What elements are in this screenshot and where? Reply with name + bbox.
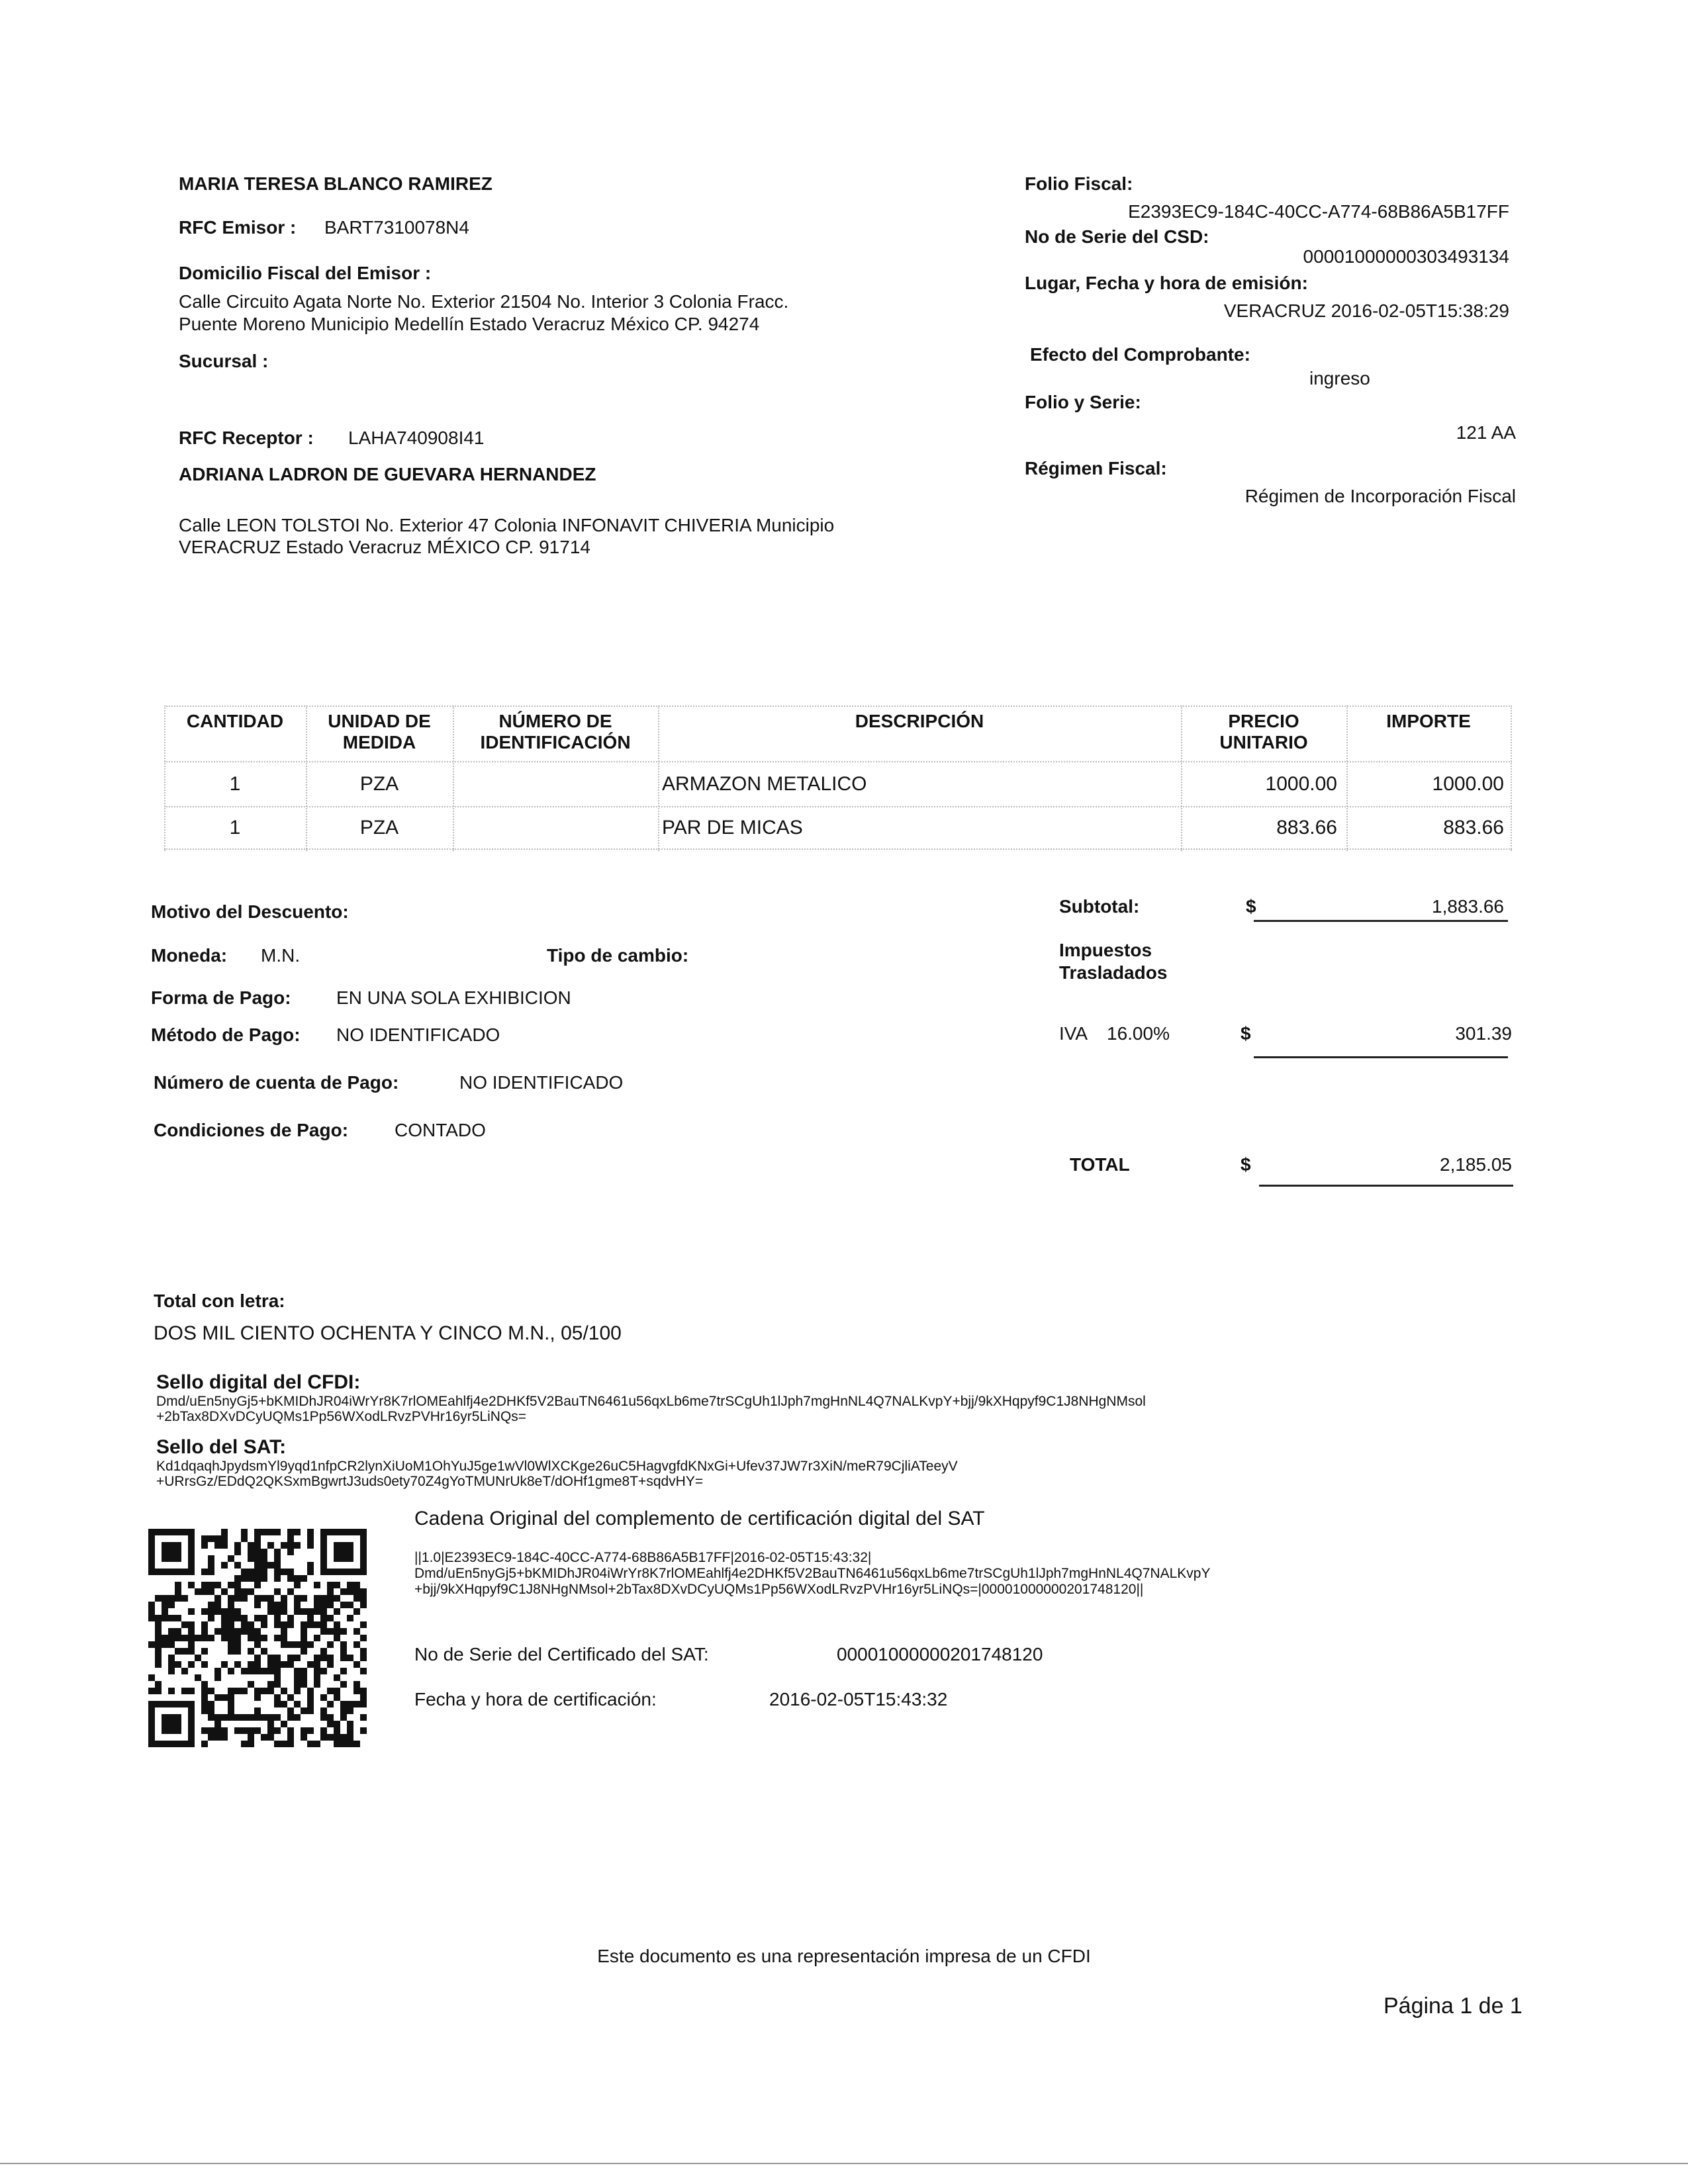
folio-fiscal-value: E2393EC9-184C-40CC-A774-68B86A5B17FF — [1128, 201, 1509, 222]
qr-code-icon — [148, 1529, 367, 1747]
tipo-cambio-label: Tipo de cambio: — [547, 945, 689, 966]
subtotal-rule — [1254, 920, 1508, 922]
metodo-pago-value: NO IDENTIFICADO — [336, 1024, 500, 1045]
total-label: TOTAL — [1070, 1154, 1130, 1175]
header-precio: PRECIO UNITARIO — [1219, 711, 1308, 752]
scan-edge-line — [0, 2163, 1688, 2164]
sucursal-label: Sucursal : — [179, 351, 269, 371]
forma-pago-label: Forma de Pago: — [151, 987, 291, 1008]
iva-label: IVA — [1059, 1023, 1088, 1044]
emisor-nombre: MARIA TERESA BLANCO RAMIREZ — [179, 173, 492, 194]
metodo-pago-label: Método de Pago: — [151, 1024, 301, 1045]
serie-csd-label: No de Serie del CSD: — [1025, 226, 1209, 247]
sello-sat-label: Sello del SAT: — [156, 1436, 287, 1458]
domicilio-receptor-line1: Calle LEON TOLSTOI No. Exterior 47 Colonia INFONAVIT CHIVERIA Municipio — [179, 515, 835, 535]
sello-cfdi-line1: Dmd/uEn5nyGj5+bKMIDhJR04iWrYr8K7rlOMEahlfj4e2DHKf5V2BauTN6461u56qxLb6me7trSCgUh1lJph7mgHnNL4Q7NALKvpY+bjj/9kXHqpyf9C1J8NHgNMsol — [156, 1394, 1146, 1409]
domicilio-receptor-line2: VERACRUZ Estado Veracruz MÉXICO CP. 91714 — [179, 537, 590, 557]
domicilio-emisor-line2: Puente Moreno Municipio Medellín Estado Veracruz México CP. 94274 — [179, 314, 760, 334]
efecto-value: ingreso — [1309, 368, 1370, 388]
cadena-line3: +bjj/9kXHqpyf9C1J8NHgNMsol+2bTax8DXvDCyUQMs1Pp56WXodLRvzPVHr16yr5LiNQs=|00001000000201748120|| — [414, 1582, 1144, 1597]
row1-precio: 1000.00 — [1265, 773, 1337, 795]
sello-sat-line2: +URrsGz/EDdQ2QKSxmBgwrtJ3uds0ety70Z4gYoTMUNrUk8eT/dOHf1gme8T+sqdvHY= — [156, 1474, 704, 1489]
serie-csd-value: 00001000000303493134 — [1303, 246, 1509, 267]
row2-unidad: PZA — [359, 817, 399, 839]
folio-fiscal-label: Folio Fiscal: — [1025, 173, 1133, 194]
subtotal-label: Subtotal: — [1059, 896, 1140, 917]
row1-cantidad: 1 — [229, 773, 241, 795]
header-unidad: UNIDAD DE MEDIDA — [328, 711, 431, 752]
header-descripcion: DESCRIPCIÓN — [855, 711, 984, 731]
row2-precio: 883.66 — [1276, 817, 1337, 839]
sello-cfdi-line2: +2bTax8DXvDCyUQMs1Pp56WXodLRvzPVHr16yr5LiNQs= — [156, 1409, 527, 1424]
efecto-label: Efecto del Comprobante: — [1030, 344, 1250, 365]
domicilio-emisor-label: Domicilio Fiscal del Emisor : — [179, 263, 432, 283]
moneda-label: Moneda: — [151, 945, 228, 966]
row2-descripcion: PAR DE MICAS — [662, 817, 803, 839]
condiciones-pago-label: Condiciones de Pago: — [154, 1120, 349, 1140]
cadena-line1: ||1.0|E2393EC9-184C-40CC-A774-68B86A5B17FF|2016-02-05T15:43:32| — [414, 1550, 872, 1565]
impuestos-label-1: Impuestos — [1059, 940, 1152, 960]
sello-cfdi-label: Sello digital del CFDI: — [156, 1371, 361, 1393]
regimen-label: Régimen Fiscal: — [1025, 458, 1167, 478]
cert-serie-label: No de Serie del Certificado del SAT: — [414, 1644, 709, 1664]
folio-serie-label: Folio y Serie: — [1025, 392, 1141, 412]
subtotal-value: 1,883.66 — [1432, 896, 1504, 917]
total-letra-value: DOS MIL CIENTO OCHENTA Y CINCO M.N., 05/100 — [154, 1322, 622, 1344]
iva-rate: 16.00% — [1107, 1023, 1170, 1044]
cert-fecha-label: Fecha y hora de certificación: — [414, 1689, 657, 1709]
iva-rule — [1254, 1056, 1508, 1058]
total-rule — [1259, 1185, 1513, 1187]
cadena-line2: Dmd/uEn5nyGj5+bKMIDhJR04iWrYr8K7rlOMEahlfj4e2DHKf5V2BauTN6461u56qxLb6me7trSCgUh1lJph7mgHnNL4Q7NALKvpY — [414, 1566, 1211, 1581]
subtotal-currency: $ — [1246, 896, 1256, 917]
row1-importe: 1000.00 — [1432, 773, 1504, 795]
cuenta-pago-label: Número de cuenta de Pago: — [154, 1072, 399, 1093]
header-numero: NÚMERO DE IDENTIFICACIÓN — [480, 711, 631, 752]
total-letra-label: Total con letra: — [154, 1291, 285, 1311]
domicilio-emisor-line1: Calle Circuito Agata Norte No. Exterior 21504 No. Interior 3 Colonia Fracc. — [179, 291, 789, 312]
rfc-emisor-label: RFC Emisor : — [179, 217, 297, 238]
total-currency: $ — [1241, 1154, 1251, 1175]
page-number: Página 1 de 1 — [1383, 1993, 1523, 2019]
iva-currency: $ — [1241, 1023, 1251, 1044]
row2-importe: 883.66 — [1443, 817, 1504, 839]
sello-sat-line1: Kd1dqaqhJpydsmYl9yqd1nfpCR2lynXiUoM1OhYuJ5ge1wVl0WlXCKge26uC5HagvgfdKNxGi+Ufev37JW7r3XiN/meR79CjliATeeyV — [156, 1459, 958, 1474]
cuenta-pago-value: NO IDENTIFICADO — [459, 1072, 624, 1093]
impuestos-label-2: Trasladados — [1059, 962, 1168, 983]
iva-value: 301.39 — [1455, 1023, 1512, 1044]
row1-unidad: PZA — [359, 773, 399, 795]
cert-serie-value: 00001000000201748120 — [837, 1644, 1043, 1664]
folio-serie-value: 121 AA — [1456, 422, 1516, 443]
lugar-fecha-value: VERACRUZ 2016-02-05T15:38:29 — [1223, 300, 1509, 321]
rfc-emisor-value: BART7310078N4 — [324, 217, 469, 238]
condiciones-pago-value: CONTADO — [395, 1120, 486, 1140]
forma-pago-value: EN UNA SOLA EXHIBICION — [336, 987, 571, 1008]
regimen-value: Régimen de Incorporación Fiscal — [1244, 486, 1516, 506]
cert-fecha-value: 2016-02-05T15:43:32 — [769, 1689, 948, 1709]
row1-descripcion: ARMAZON METALICO — [662, 773, 867, 795]
items-table — [164, 705, 1512, 851]
rfc-receptor-value: LAHA740908I41 — [348, 428, 485, 448]
rfc-receptor-label: RFC Receptor : — [179, 428, 314, 448]
total-value: 2,185.05 — [1440, 1154, 1512, 1175]
cadena-title: Cadena Original del complemento de certificación digital del SAT — [414, 1508, 985, 1529]
lugar-fecha-label: Lugar, Fecha y hora de emisión: — [1025, 273, 1308, 293]
header-importe: IMPORTE — [1386, 711, 1471, 731]
representacion-impresa: Este documento es una representación impresa de un CFDI — [597, 1946, 1091, 1966]
motivo-descuento-label: Motivo del Descuento: — [151, 901, 349, 922]
receptor-nombre: ADRIANA LADRON DE GUEVARA HERNANDEZ — [179, 464, 596, 484]
header-cantidad: CANTIDAD — [186, 711, 284, 731]
moneda-value: M.N. — [261, 945, 301, 966]
row2-cantidad: 1 — [229, 817, 241, 839]
